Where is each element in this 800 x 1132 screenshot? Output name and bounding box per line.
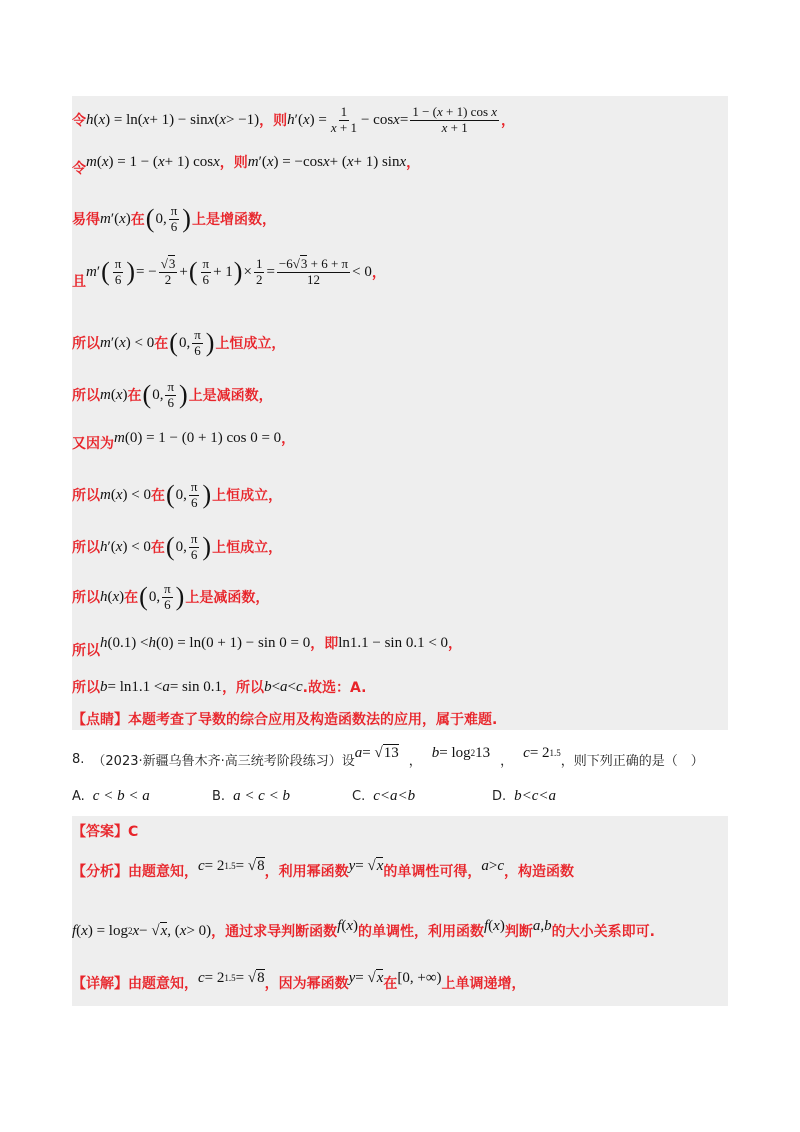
detail-line-1: 【详解】由题意知， c = 2 1.5 = √ 8 ，因为幂函数 y = √ x 在 [0, +∞) 上单调递增， — [72, 969, 526, 992]
math-b-def: b = log 2 13 — [431, 744, 491, 761]
line-h-compare: 所以 h (0.1) < h (0) = ln(0 + 1) − sin 0 = 0 ，即 ln1.1 − sin 0.1 < 0 ， — [72, 634, 463, 659]
option-d[interactable]: D. b<c<a — [492, 788, 557, 804]
line-define-h: 令 h ( x ) = ln( x + 1) − sin x ( x > −1) ，则 h ′( x ) = $\frac{1}{x + 1}$ − cos x = $\frac{\text{1 − (x + 1) cos x}}{x + 1}$ ， — [72, 104, 516, 135]
math-h-prime: h ′( x ) = $\frac{1}{x + 1}$ − cos x = $\frac{\text{1 − (x + 1) cos x}}{x + 1}$ — [287, 104, 498, 135]
math-c-def: c = 2 1.5 — [523, 744, 561, 761]
option-b[interactable]: B. a < c < b — [212, 788, 290, 804]
analysis-line-1: 【分析】由题意知， c = 2 1.5 = √ 8 ，利用幂函数 y = √ x 的单调性可得， a > c ，构造函数 — [72, 857, 575, 880]
math-m-def: m ( x ) = 1 − ( x + 1) cos x — [86, 153, 220, 170]
math-m-prime-pi6: m ′ ( $\frac{\pi}{6}$ ) = − $\frac{√3}{2}$ + ( $\frac{\pi}{6}$ + 1 ) × $\frac{1}{2}$ = $\frac{-6√3 + 6 + \pi}{12}$ < 0 — [86, 256, 372, 287]
line-m-increasing: 易得 m ′( x ) 在 ( 0, $\frac{\pi}{6}$ ) 上是增函数， — [72, 203, 276, 234]
line-m-decreasing: 所以 m ( x ) 在 ( 0, $\frac{\pi}{6}$ ) 上是减函数， — [72, 379, 273, 410]
math-interval: ( 0, $\frac{\pi}{6}$ ) — [145, 203, 191, 234]
math-m-prime: m ′( x ) = −cos x + ( x + 1) sin x — [247, 153, 407, 170]
option-a[interactable]: A. c < b < a — [72, 788, 150, 804]
line-m-negative: 所以 m ( x ) < 0 在 ( 0, $\frac{\pi}{6}$ ) 上恒成立， — [72, 479, 283, 510]
question-8: 8. （2023·新疆乌鲁木齐·高三统考阶段练习）设 a = √ 13 ， b = log 2 13 ， c = 2 1.5 ，则下列正确的是（ ） — [72, 744, 704, 769]
line-h-decreasing: 所以 h ( x ) 在 ( 0, $\frac{\pi}{6}$ ) 上是减函数， — [72, 581, 270, 612]
line-dianjing: 【点睛】本题考查了导数的综合应用及构造函数法的应用，属于难题. — [72, 712, 498, 728]
math-h-def: h ( x ) = ln( x + 1) − sin x ( x > −1) — [86, 111, 260, 128]
line-m-prime-value: 且 m ′ ( $\frac{\pi}{6}$ ) = − $\frac{√3}{2}$ + ( $\frac{\pi}{6}$ + 1 ) × $\frac{1}{2}$ = $\frac{-6√3 + 6 + \pi}{12}$ < 0 ， — [72, 256, 386, 290]
answer-line: 【答案】C — [72, 824, 139, 840]
line-m-zero: 又因为 m (0) = 1 − (0 + 1) cos 0 = 0 ， — [72, 429, 296, 452]
analysis-line-2: f ( x ) = log 2 x − √ x , ( x > 0) ，通过求导判断函数 f ( x ) 的单调性，利用函数 f ( x ) 判断 a , b 的大小关系即可. — [72, 917, 655, 940]
line-conclusion: 所以 b = ln1.1 < a = sin 0.1 ，所以 b < a < c .故选：A. — [72, 678, 367, 696]
line-h-prime-negative: 所以 h ′( x ) < 0 在 ( 0, $\frac{\pi}{6}$ ) 上恒成立， — [72, 531, 283, 562]
math-a-def: a = √ 13 — [354, 744, 399, 761]
line-m-prime-negative: 所以 m ′( x ) < 0 在 ( 0, $\frac{\pi}{6}$ ) 上恒成立， — [72, 327, 286, 358]
line-define-m: 令 m ( x ) = 1 − ( x + 1) cos x ，则 m ′( x ) = −cos x + ( x + 1) sin x ， — [72, 153, 421, 177]
option-c[interactable]: C. c<a<b — [352, 788, 416, 804]
